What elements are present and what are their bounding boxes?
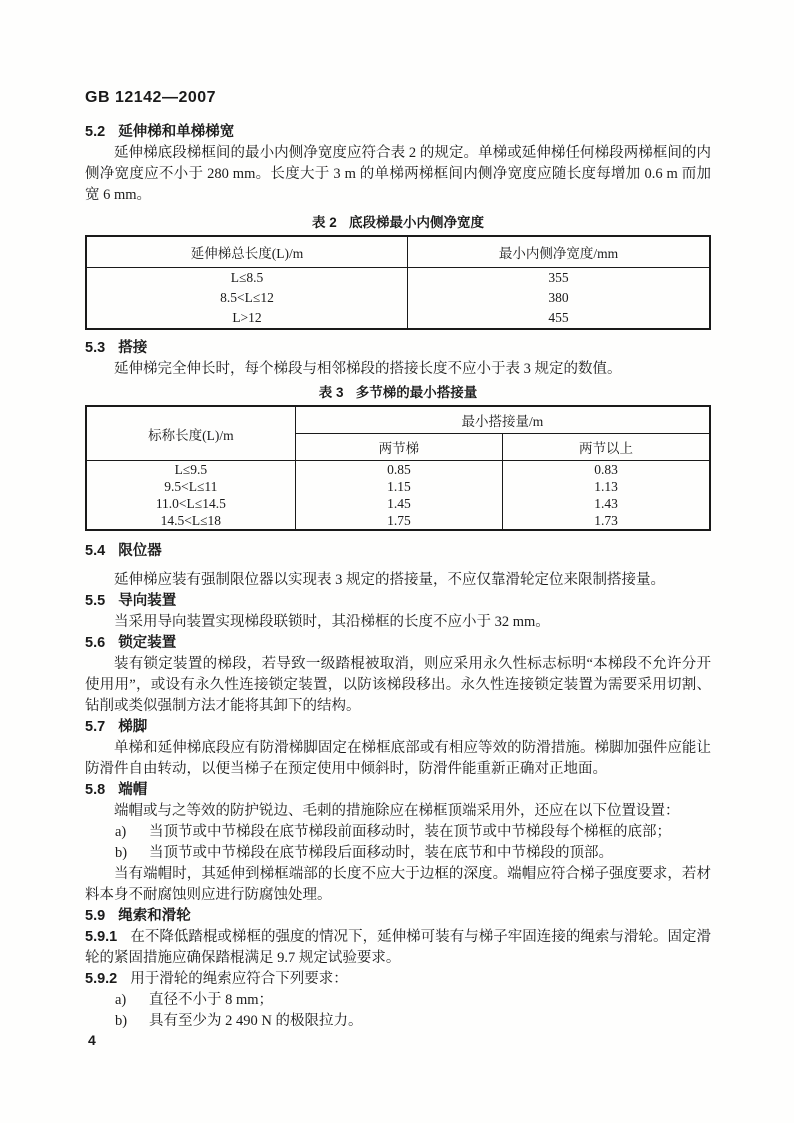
clause-number: 5.5	[85, 593, 106, 609]
table-cell: L>12	[86, 308, 408, 329]
table-cell: L≤9.5	[86, 461, 295, 479]
table-2-header-row	[86, 236, 710, 268]
table-3-header-length: 标称长度(L)/m	[86, 406, 295, 461]
item-label: a)	[115, 824, 127, 840]
table-row	[86, 478, 710, 495]
paragraph-5-9-2	[85, 969, 711, 990]
page-content	[85, 88, 711, 1032]
table-2-header-width: 最小内侧净宽度/mm	[408, 236, 711, 268]
paragraph-5-6: 装有锁定装置的梯段，若导致一级踏棍被取消，则应采用永久性标志标明“本梯段不允许分开使用用”，或设有永久性连接锁定装置，以防该梯段移出。永久性连接锁定装置为需要采用切割、钻削或类似强制方法才能将其卸下的结构。	[85, 656, 711, 714]
table-row	[86, 495, 710, 512]
table-cell: 0.83	[503, 461, 710, 479]
item-text: 当顶节或中节梯段在底节梯段前面移动时，装在顶节或中节梯段每个梯框的底部；	[149, 824, 671, 840]
table-cell: 1.13	[503, 478, 710, 495]
table-2	[85, 235, 711, 330]
clause-number: 5.7	[85, 719, 106, 735]
paragraph-5-8: 端帽或与之等效的防护锐边、毛刺的措施除应在梯框顶端采用外，还应在以下位置设置：	[114, 803, 680, 819]
heading-5-3	[85, 338, 711, 359]
table-2-caption-title: 底段梯最小内侧净宽度	[348, 215, 484, 230]
table-cell: 0.85	[295, 461, 502, 479]
table-row	[86, 268, 710, 289]
clause-text: 用于滑轮的绳索应符合下列要求：	[130, 971, 348, 987]
table-cell: 1.43	[503, 495, 710, 512]
heading-5-5	[85, 591, 711, 612]
clause-number: 5.9.2	[85, 971, 118, 987]
item-5-9-2-a	[85, 990, 711, 1011]
item-5-8-b	[85, 843, 711, 864]
clause-title: 搭接	[118, 340, 148, 356]
table-3-header-group: 最小搭接量/m	[295, 406, 710, 434]
table-2-caption	[85, 212, 711, 233]
heading-5-8	[85, 780, 711, 801]
clause-title: 限位器	[118, 543, 162, 559]
clause-number: 5.9	[85, 908, 106, 924]
table-cell: 1.45	[295, 495, 502, 512]
clause-title: 锁定装置	[118, 635, 177, 651]
clause-title: 导向装置	[118, 593, 177, 609]
table-3	[85, 405, 711, 531]
paragraph-5-2: 延伸梯底段梯框间的最小内侧净宽度应符合表 2 的规定。单梯或延伸梯任何梯段两梯框间的内侧净宽度应不小于 280 mm。长度大于 3 m 的单梯两梯框间内侧净宽度应随长度每增加 0.6 m 而加宽 6 mm。	[85, 145, 711, 203]
item-5-8-a	[85, 822, 711, 843]
table-cell: 355	[408, 268, 711, 289]
table-cell: 11.0<L≤14.5	[86, 495, 295, 512]
table-cell: L≤8.5	[86, 268, 408, 289]
item-label: a)	[115, 992, 127, 1008]
table-3-header-two-section: 两节梯	[295, 434, 502, 461]
table-row	[86, 461, 710, 479]
paragraph-5-8-2: 当有端帽时，其延伸到梯框端部的长度不应大于边框的深度。端帽应符合梯子强度要求，若材料本身不耐腐蚀则应进行防腐蚀处理。	[85, 866, 711, 903]
paragraph-5-9-1	[85, 927, 711, 969]
clause-title: 绳索和滑轮	[118, 908, 191, 924]
standard-number: GB 12142—2007	[85, 89, 217, 106]
table-cell: 8.5<L≤12	[86, 288, 408, 308]
table-row	[86, 288, 710, 308]
heading-5-9	[85, 906, 711, 927]
clause-number: 5.3	[85, 340, 106, 356]
item-label: b)	[115, 1013, 128, 1029]
clause-title: 端帽	[118, 782, 148, 798]
item-5-9-2-b	[85, 1011, 711, 1032]
table-2-header-length: 延伸梯总长度(L)/m	[86, 236, 408, 268]
paragraph-5-4: 延伸梯应装有强制限位器以实现表 3 规定的搭接量，不应仅靠滑轮定位来限制搭接量。	[114, 572, 665, 588]
table-3-caption	[85, 382, 711, 403]
table-3-caption-title: 多节梯的最小搭接量	[355, 385, 478, 400]
clause-number: 5.9.1	[85, 929, 118, 945]
clause-number: 5.2	[85, 124, 106, 140]
table-cell: 380	[408, 288, 711, 308]
table-3-caption-label: 表 3	[318, 385, 344, 400]
item-text: 具有至少为 2 490 N 的极限拉力。	[149, 1013, 363, 1029]
heading-5-2	[85, 122, 711, 143]
clause-text: 在不降低踏棍或梯框的强度的情况下，延伸梯可装有与梯子牢固连接的绳索与滑轮。固定滑轮的紧固措施应确保踏棍满足 9.7 规定试验要求。	[85, 929, 711, 966]
table-3-header-more-section: 两节以上	[503, 434, 710, 461]
clause-number: 5.8	[85, 782, 106, 798]
table-3-header-row-1	[86, 406, 710, 434]
item-text: 当顶节或中节梯段在底节梯段后面移动时，装在底节和中节梯段的顶部。	[149, 845, 613, 861]
table-2-caption-label: 表 2	[312, 215, 337, 230]
clause-number: 5.4	[85, 543, 106, 559]
item-label: b)	[115, 845, 128, 861]
clause-number: 5.6	[85, 635, 106, 651]
paragraph-5-7: 单梯和延伸梯底段应有防滑梯脚固定在梯框底部或有相应等效的防滑措施。梯脚加强件应能让防滑件自由转动，以便当梯子在预定使用中倾斜时，防滑件能重新正确对正地面。	[85, 740, 711, 777]
page-number: 4	[88, 1032, 96, 1048]
table-cell: 9.5<L≤11	[86, 478, 295, 495]
table-row	[86, 512, 710, 530]
table-cell: 455	[408, 308, 711, 329]
table-cell: 14.5<L≤18	[86, 512, 295, 530]
heading-5-6	[85, 633, 711, 654]
table-cell: 1.15	[295, 478, 502, 495]
table-cell: 1.73	[503, 512, 710, 530]
item-text: 直径不小于 8 mm；	[149, 992, 274, 1008]
clause-title: 延伸梯和单梯梯宽	[118, 124, 235, 140]
table-row	[86, 308, 710, 329]
paragraph-5-5: 当采用导向装置实现梯段联锁时，其沿梯框的长度不应小于 32 mm。	[114, 614, 550, 630]
heading-5-4	[85, 541, 711, 562]
clause-title: 梯脚	[118, 719, 148, 735]
heading-5-7	[85, 717, 711, 738]
paragraph-5-3: 延伸梯完全伸长时，每个梯段与相邻梯段的搭接长度不应小于表 3 规定的数值。	[114, 361, 622, 377]
table-cell: 1.75	[295, 512, 502, 530]
